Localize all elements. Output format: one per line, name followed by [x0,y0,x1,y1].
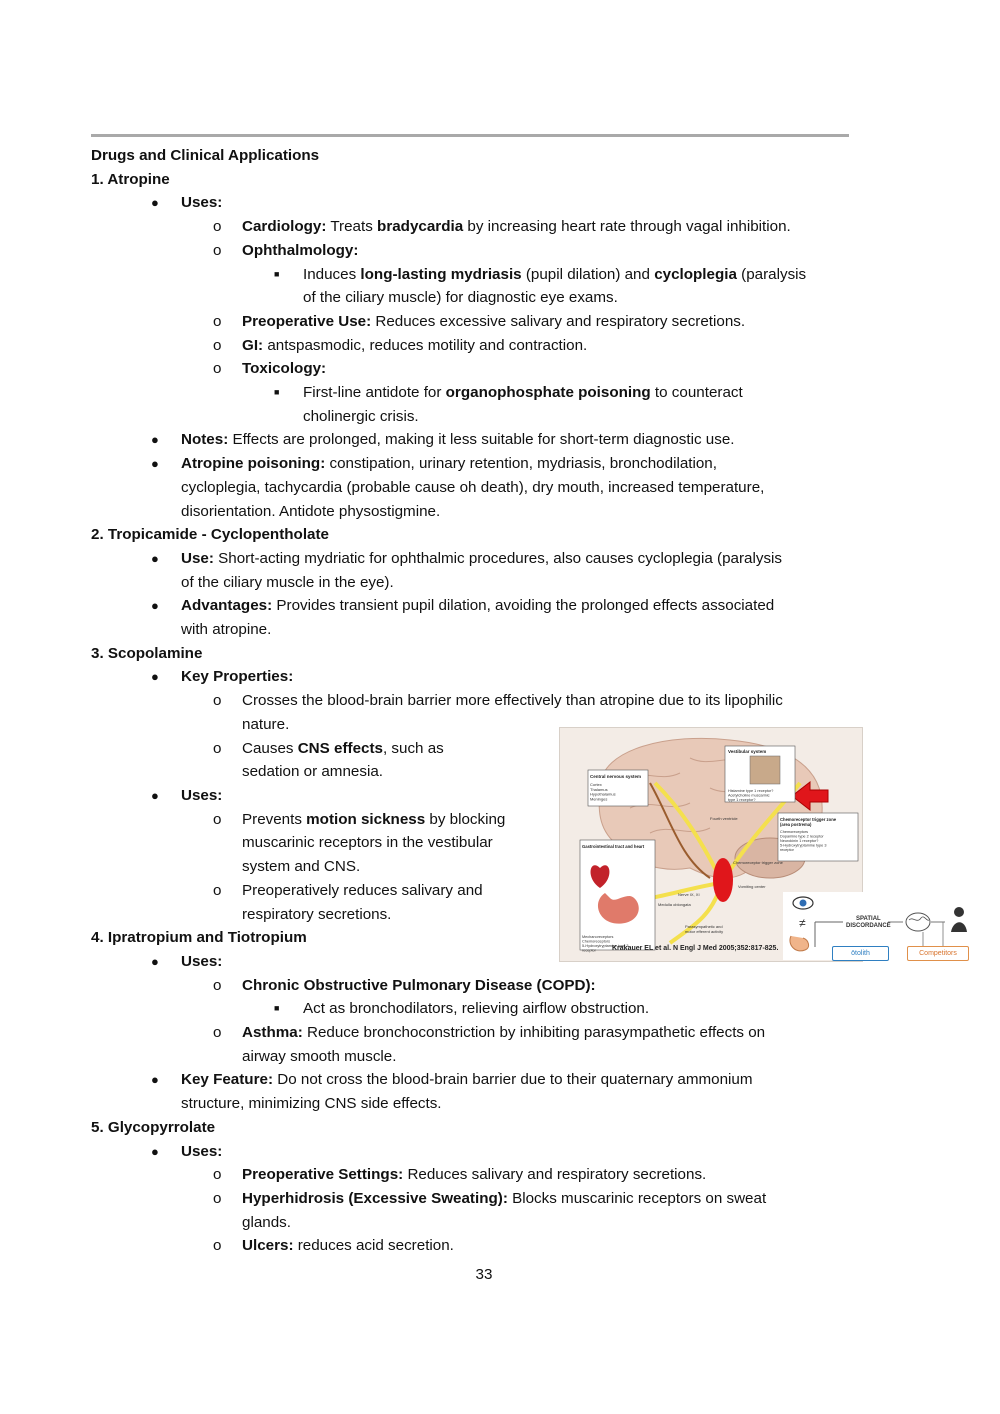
circle-bullet-icon: o [213,218,222,236]
bullet-icon: ● [151,550,159,566]
page-heading: Drugs and Clinical Applications [91,147,320,164]
bullet-icon: ● [151,598,159,614]
top-rule [91,134,849,137]
list-item-continuation: sedation or amnesia. [242,763,383,781]
list-item: o Causes CNS effects, such as [91,737,881,761]
spatial-discordance-label: SPATIAL DISCORDANCE [846,916,891,929]
list-item: ● Uses: [91,1140,881,1164]
list-item: o Preoperative Use: Reduces excessive salivary and respiratory secretions. [91,310,881,334]
circle-bullet-icon: o [213,881,222,899]
section-title-ipratropium: 4. Ipratropium and Tiotropium [91,929,307,947]
list-item-continuation: airway smooth muscle. [242,1047,397,1065]
person-sick-icon [954,907,964,917]
inner-ear-icon [790,936,809,951]
circle-bullet-icon: o [213,1024,222,1042]
bullet-icon: ● [151,787,159,803]
circle-bullet-icon: o [213,336,222,354]
square-bullet-icon: ■ [274,387,280,398]
box-vest-items: Histamine type 1 receptor? Acetylcholine muscarinic type 1 receptor? [728,789,774,803]
box-cns-items: Cortex Thalamus Hypothalamus Meninges [590,782,616,802]
figure-caption: Krakauer EL et al. N Engl J Med 2005;352:817-825. [612,945,779,952]
box-gi-items: Mechanoreceptors Chemoreceptors 5-Hydroxytryptamine type 3 receptor [582,935,629,953]
square-bullet-icon: ■ [274,1003,280,1014]
list-item: ■ Induces long-lasting mydriasis (pupil dilation) and cycloplegia (paralysis [91,263,881,287]
bullet-icon: ● [151,432,159,448]
list-item-continuation: respiratory secretions. [242,905,392,923]
bullet-icon: ● [151,953,159,969]
box-cns-title: Central nervous system [590,774,642,779]
not-equal-icon: ≠ [799,916,806,930]
section-title-scopolamine: 3. Scopolamine [91,644,203,662]
section-title-glycopyrrolate: 5. Glycopyrrolate [91,1118,216,1136]
box-vest-title: Vestibular system [728,749,767,754]
bullet-icon: ● [151,669,159,685]
list-item: ● Atropine poisoning: constipation, urinary retention, mydriasis, bronchodilation, [91,452,881,476]
bullet-icon: ● [151,456,159,472]
list-item: ● Key Feature: Do not cross the blood-brain barrier due to their quaternary ammonium [91,1068,881,1092]
list-item-continuation: system and CNS. [242,858,361,876]
list-item: o Chronic Obstructive Pulmonary Disease (COPD): [91,974,881,998]
list-item: o Cardiology: Treats bradycardia by increasing heart rate through vagal inhibition. [91,215,881,239]
document-body [91,144,881,1258]
circle-bullet-icon: o [213,1189,222,1207]
list-item: ● Uses: [91,191,881,215]
label-fourth-ventricle: Fourth ventricle [710,816,738,821]
circle-bullet-icon: o [213,360,222,378]
label-ctz: Chemoreceptor trigger zone [733,860,783,865]
list-item-continuation: nature. [242,715,290,733]
list-item: o Preoperative Settings: Reduces salivary and respiratory secretions. [91,1163,881,1187]
square-bullet-icon: ■ [274,268,280,279]
ear-icon [750,756,780,784]
label-vomiting-center: Vomiting center [738,884,766,889]
brain-icon [906,913,930,931]
bullet-icon: ● [151,195,159,211]
label-medulla: Medulla oblongata [658,902,691,907]
spatial-discordance-inset [783,892,983,960]
list-item: ● Advantages: Provides transient pupil dilation, avoiding the prolonged effects associated [91,594,881,618]
list-item-continuation: cholinergic crisis. [303,407,419,425]
list-item-continuation: disorientation. Antidote physostigmine. [181,502,441,520]
bullet-icon: ● [151,1072,159,1088]
list-item: o Ophthalmology: [91,239,881,263]
list-item: o Prevents motion sickness by blocking [91,808,881,832]
circle-bullet-icon: o [213,739,222,757]
box-ctz-title: Chemoreceptor trigger zone (area postrema) [780,817,837,828]
list-item-continuation: of the ciliary muscle in the eye). [181,573,394,591]
list-item-continuation: cycloplegia, tachycardia (probable cause oh death), dry mouth, increased temperature, [181,478,765,496]
circle-bullet-icon: o [213,692,222,710]
list-item-continuation: glands. [242,1213,291,1231]
list-item-continuation: structure, minimizing CNS side effects. [181,1095,442,1113]
list-item: o GI: antspasmodic, reduces motility and contraction. [91,334,881,358]
vomiting-center-shape [713,858,733,902]
box-ctz-items: Chemoreceptors Dopamine type 2 receptor Neurokinin 1 receptor? 5-Hydroxytryptamine type 3 receptor [780,830,827,853]
section-title-tropicamide: 2. Tropicamide - Cyclopentholate [91,526,329,544]
list-item: o Crosses the blood-brain barrier more effectively than atropine due to its lipophilic [91,689,881,713]
circle-bullet-icon: o [213,312,222,330]
bullet-icon: ● [151,1143,159,1159]
list-item: ● Key Properties: [91,665,881,689]
list-item: ● Notes: Effects are prolonged, making it less suitable for short-term diagnostic use. [91,428,881,452]
label-nerve: Nerve IX, XI [678,892,700,897]
circle-bullet-icon: o [213,1237,222,1255]
list-item: ● Uses: [91,784,881,808]
circle-bullet-icon: o [213,241,222,259]
list-item: o Preoperatively reduces salivary and [91,879,881,903]
list-item: ■ Act as bronchodilators, relieving airflow obstruction. [91,997,881,1021]
list-item: o Asthma: Reduce bronchoconstriction by inhibiting parasympathetic effects on [91,1021,881,1045]
list-item-continuation: with atropine. [181,621,272,639]
box-gi-title: Gastrointestinal tract and heart [582,844,645,849]
list-item: o Ulcers: reduces acid secretion. [91,1234,881,1258]
list-item: o Toxicology: [91,357,881,381]
circle-bullet-icon: o [213,1166,222,1184]
circle-bullet-icon: o [213,810,222,828]
section-title-atropine: 1. Atropine [91,170,170,188]
list-item: o Hyperhidrosis (Excessive Sweating): Blocks muscarinic receptors on sweat [91,1187,881,1211]
otolith-badge: ōtolith [832,946,889,961]
list-item: ● Use: Short-acting mydriatic for ophthalmic procedures, also causes cycloplegia (paralysis [91,547,881,571]
page-number: 33 [475,1266,493,1283]
list-item: ■ First-line antidote for organophosphate poisoning to counteract [91,381,881,405]
label-parasympathetic: Parasympathetic and motor efferent activity [685,924,724,934]
list-item-continuation: of the ciliary muscle) for diagnostic eye exams. [303,289,618,307]
competitors-badge: Competitors [907,946,969,961]
list-item: ● Uses: [91,950,881,974]
circle-bullet-icon: o [213,976,222,994]
list-item-continuation: muscarinic receptors in the vestibular [242,834,493,852]
